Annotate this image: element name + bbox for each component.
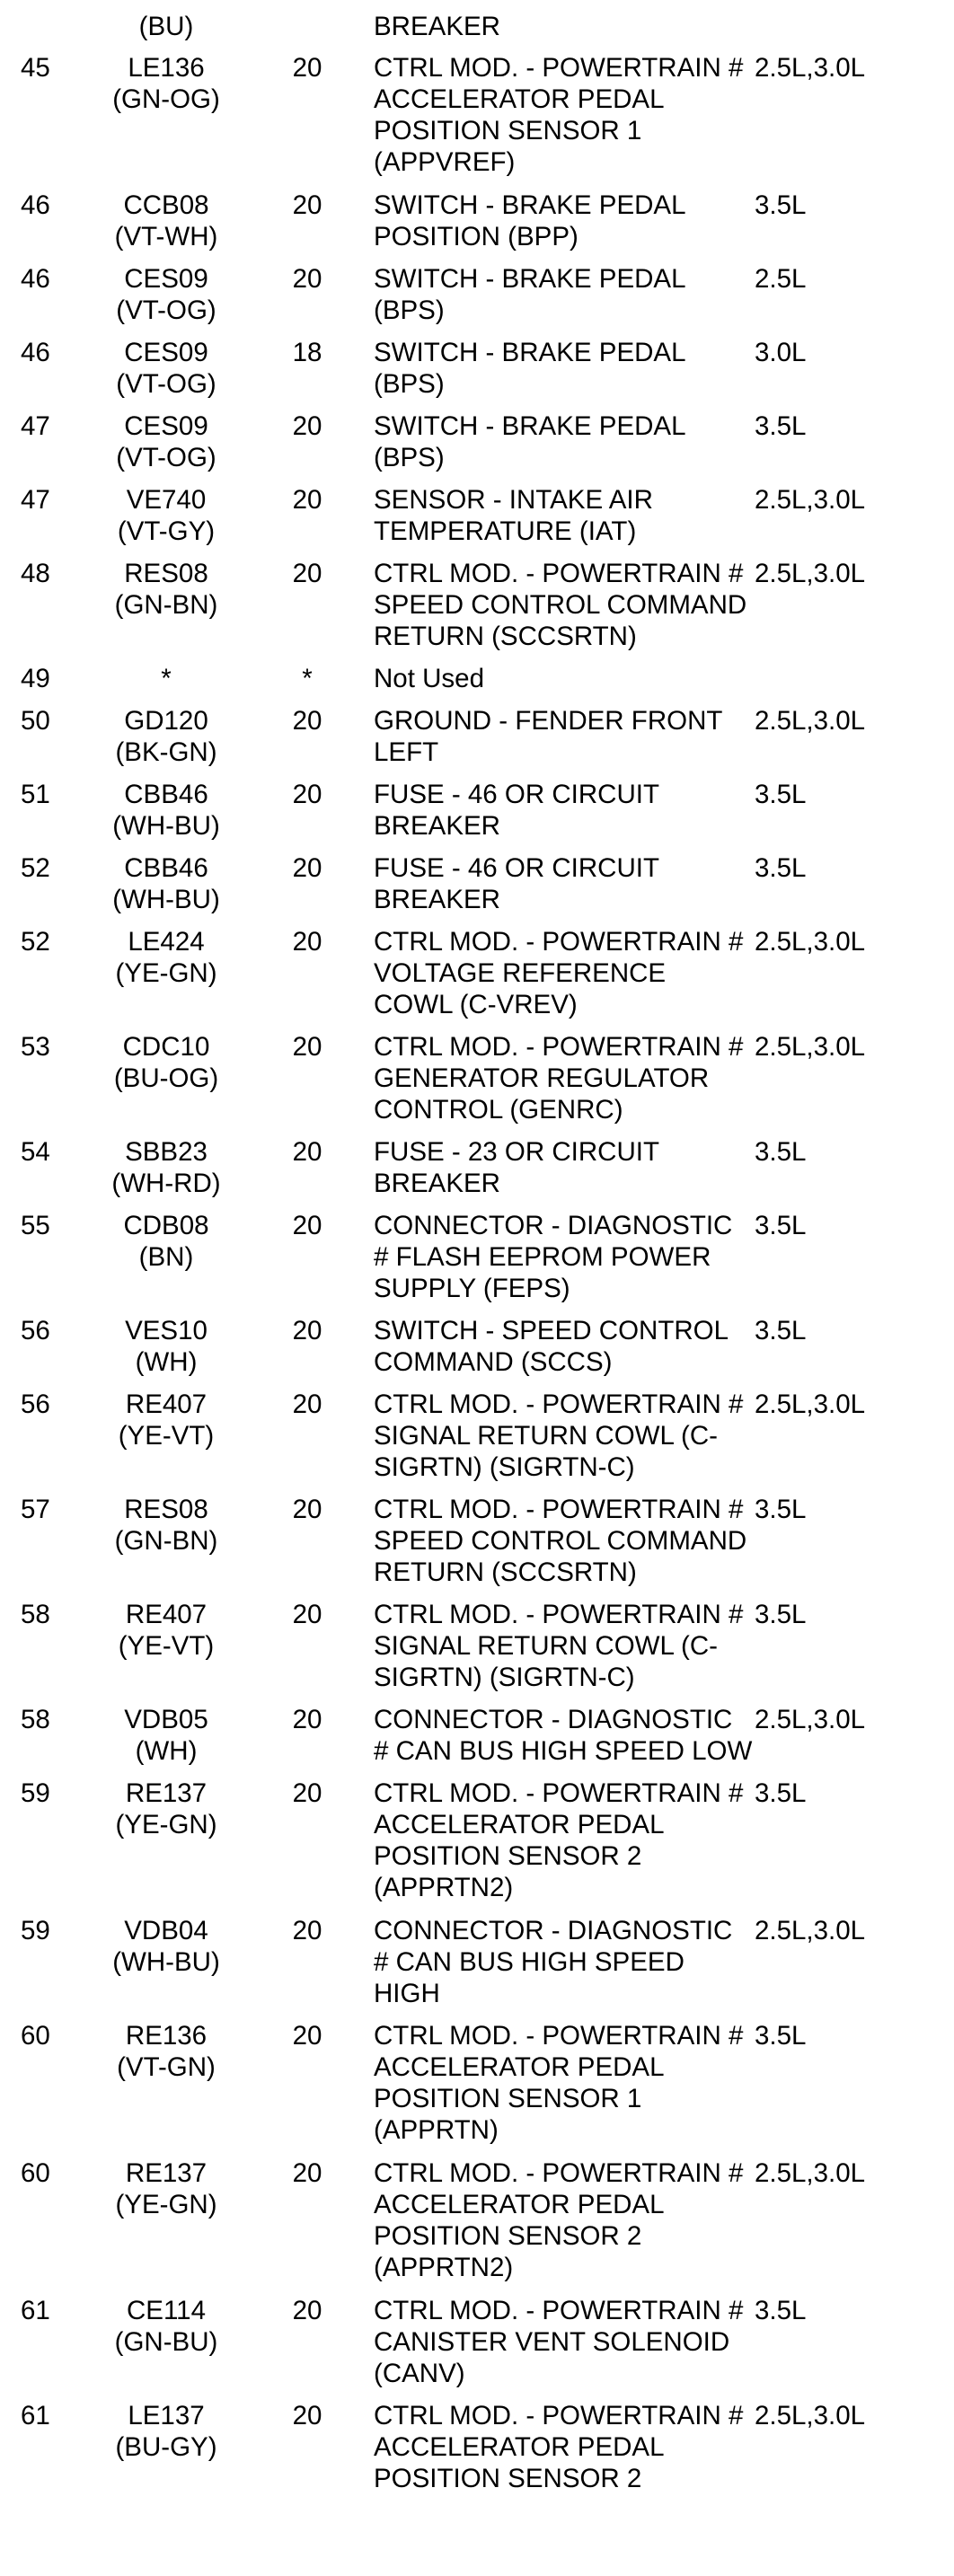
pin-number: 47 <box>21 411 50 441</box>
circuit-cell <box>54 558 278 621</box>
function-line: # CAN BUS HIGH SPEED LOW <box>374 1736 753 1766</box>
table-row <box>0 337 954 410</box>
circuit-id: CES09 <box>124 411 208 441</box>
function-line: CTRL MOD. - POWERTRAIN # <box>374 2021 744 2051</box>
pin-number: 46 <box>21 190 50 220</box>
engine-options: 2.5L,3.0L <box>755 53 866 83</box>
wire-color: (WH-BU) <box>112 885 220 914</box>
function-line: SWITCH - BRAKE PEDAL <box>374 338 686 367</box>
wire-color: (BU) <box>138 12 194 41</box>
engine-options: 2.5L,3.0L <box>755 1032 866 1062</box>
wire-gauge: 20 <box>292 1600 322 1629</box>
circuit-cell <box>54 190 278 252</box>
circuit-id: SBB23 <box>125 1137 208 1167</box>
function-line: BREAKER <box>374 885 500 914</box>
circuit-cell <box>54 1494 278 1557</box>
pin-number: 52 <box>21 927 50 957</box>
engine-options: 2.5L,3.0L <box>755 1389 866 1419</box>
circuit-function <box>336 190 753 252</box>
table-row <box>0 663 954 705</box>
function-line: CTRL MOD. - POWERTRAIN # <box>374 2401 744 2430</box>
circuit-id: CES09 <box>124 338 208 367</box>
engine-options: 2.5L,3.0L <box>755 706 866 736</box>
wire-gauge: 20 <box>292 1032 322 1062</box>
function-line: GENERATOR REGULATOR <box>374 1063 710 1093</box>
pin-number: 60 <box>21 2021 50 2051</box>
circuit-function <box>336 2400 753 2494</box>
function-line: ACCELERATOR PEDAL <box>374 2432 665 2462</box>
circuit-function <box>336 926 753 1020</box>
wire-gauge: 20 <box>292 2401 322 2430</box>
wire-gauge: 20 <box>292 1389 322 1419</box>
pin-number: 46 <box>21 264 50 294</box>
engine-options: 3.0L <box>755 338 807 367</box>
engine-options: 3.5L <box>755 1211 807 1240</box>
circuit-function <box>336 410 753 473</box>
function-line: POSITION SENSOR 2 <box>374 2221 642 2251</box>
function-line: POSITION SENSOR 1 <box>374 116 642 146</box>
pin-number: 55 <box>21 1211 50 1240</box>
function-line: FUSE - 23 OR CIRCUIT <box>374 1137 659 1167</box>
engine-options: 3.5L <box>755 190 807 220</box>
function-line: COWL (C-VREV) <box>374 990 578 1019</box>
circuit-id: CE114 <box>126 2296 206 2325</box>
circuit-cell <box>54 11 278 42</box>
function-line: CONNECTOR - DIAGNOSTIC <box>374 1211 733 1240</box>
function-line: CTRL MOD. - POWERTRAIN # <box>374 1032 744 1062</box>
table-row <box>0 1494 954 1599</box>
function-line: SIGNAL RETURN COWL (C- <box>374 1631 718 1661</box>
circuit-id: VDB05 <box>124 1705 208 1734</box>
circuit-function <box>336 52 753 178</box>
circuit-cell <box>54 2400 278 2463</box>
circuit-id: VES10 <box>125 1316 208 1345</box>
engine-options: 2.5L,3.0L <box>755 1705 866 1734</box>
circuit-id: CCB08 <box>123 190 209 220</box>
wire-gauge: 20 <box>292 927 322 957</box>
circuit-id: LE136 <box>128 53 205 83</box>
circuit-cell <box>54 1315 278 1378</box>
circuit-cell <box>54 1031 278 1094</box>
circuit-id: RES08 <box>124 559 208 588</box>
wire-gauge: 20 <box>292 1211 322 1240</box>
function-line: CTRL MOD. - POWERTRAIN # <box>374 1600 744 1629</box>
circuit-id: GD120 <box>124 706 208 736</box>
table-row <box>0 1031 954 1136</box>
pin-number: 45 <box>21 53 50 83</box>
function-line: CTRL MOD. - POWERTRAIN # <box>374 2296 744 2325</box>
function-line: CTRL MOD. - POWERTRAIN # <box>374 53 744 83</box>
function-line: (APPRTN) <box>374 2115 499 2145</box>
circuit-cell <box>54 1915 278 1978</box>
table-row <box>0 1389 954 1494</box>
wire-gauge: 20 <box>292 2158 322 2188</box>
circuit-id: CES09 <box>124 264 208 294</box>
pin-number: 46 <box>21 338 50 367</box>
table-row <box>0 2295 954 2400</box>
function-line: CTRL MOD. - POWERTRAIN # <box>374 1778 744 1808</box>
pin-number: 57 <box>21 1495 50 1524</box>
pin-number: 56 <box>21 1389 50 1419</box>
wire-color: (WH-BU) <box>112 811 220 841</box>
circuit-function <box>336 1136 753 1199</box>
function-line: SIGRTN) (SIGRTN-C) <box>374 1452 635 1482</box>
engine-options: 3.5L <box>755 1600 807 1629</box>
circuit-cell <box>54 1389 278 1451</box>
table-row <box>0 705 954 779</box>
function-line: VOLTAGE REFERENCE <box>374 958 667 988</box>
wire-color: (YE-VT) <box>118 1631 215 1661</box>
pin-number: 59 <box>21 1916 50 1945</box>
function-line: SWITCH - BRAKE PEDAL <box>374 190 686 220</box>
circuit-cell <box>54 337 278 400</box>
engine-options: 2.5L,3.0L <box>755 2158 866 2188</box>
function-line: SWITCH - SPEED CONTROL <box>374 1316 729 1345</box>
table-row <box>0 1599 954 1704</box>
circuit-cell <box>54 1599 278 1662</box>
wire-gauge: 20 <box>292 190 322 220</box>
pin-number: 59 <box>21 1778 50 1808</box>
pin-number: 50 <box>21 706 50 736</box>
wire-gauge: 20 <box>292 1316 322 1345</box>
circuit-function <box>336 263 753 326</box>
pin-number: 53 <box>21 1032 50 1062</box>
pin-number: 48 <box>21 559 50 588</box>
wire-color: (BN) <box>138 1242 194 1272</box>
function-line: CONNECTOR - DIAGNOSTIC <box>374 1916 733 1945</box>
engine-options: 3.5L <box>755 2021 807 2051</box>
function-line: (APPVREF) <box>374 147 516 177</box>
function-line: (APPRTN2) <box>374 1873 514 1902</box>
circuit-id: * <box>161 664 172 693</box>
function-line: (BPS) <box>374 369 445 399</box>
function-line: ACCELERATOR PEDAL <box>374 2190 665 2219</box>
function-line: # CAN BUS HIGH SPEED <box>374 1947 685 1977</box>
wire-color: (YE-GN) <box>115 958 217 988</box>
pin-number: 56 <box>21 1316 50 1345</box>
circuit-id: RE136 <box>125 2021 208 2051</box>
circuit-function <box>336 11 753 42</box>
circuit-function <box>336 558 753 652</box>
function-line: CONNECTOR - DIAGNOSTIC <box>374 1705 733 1734</box>
wire-gauge: 20 <box>292 1495 322 1524</box>
wire-gauge: 20 <box>292 264 322 294</box>
circuit-id: LE424 <box>128 927 205 957</box>
circuit-cell <box>54 2020 278 2083</box>
engine-options: 2.5L,3.0L <box>755 1916 866 1945</box>
function-line: CONTROL (GENRC) <box>374 1095 623 1125</box>
function-line: SENSOR - INTAKE AIR <box>374 485 653 515</box>
circuit-id: CBB46 <box>124 780 208 809</box>
engine-options: 3.5L <box>755 2296 807 2325</box>
circuit-cell <box>54 410 278 473</box>
pin-number: 52 <box>21 853 50 883</box>
table-row <box>0 52 954 190</box>
wire-color: (WH) <box>135 1736 198 1766</box>
function-line: SIGRTN) (SIGRTN-C) <box>374 1663 635 1692</box>
wire-color: (GN-BN) <box>114 1526 218 1556</box>
function-line: BREAKER <box>374 811 500 841</box>
pin-number: 54 <box>21 1137 50 1167</box>
function-line: HIGH <box>374 1979 440 2008</box>
circuit-function <box>336 1915 753 2009</box>
engine-options: 2.5L,3.0L <box>755 2401 866 2430</box>
circuit-function <box>336 1599 753 1693</box>
circuit-function <box>336 1389 753 1483</box>
wire-gauge: 18 <box>292 338 322 367</box>
engine-options: 3.5L <box>755 853 807 883</box>
wire-color: (GN-BN) <box>114 590 218 620</box>
pin-number: 51 <box>21 780 50 809</box>
pin-number: 61 <box>21 2296 50 2325</box>
circuit-cell <box>54 484 278 547</box>
table-row <box>0 2157 954 2295</box>
pin-number: 61 <box>21 2401 50 2430</box>
circuit-function <box>336 705 753 768</box>
wire-gauge: 20 <box>292 1778 322 1808</box>
function-line: Not Used <box>374 664 484 693</box>
function-line: (BPS) <box>374 443 445 472</box>
wire-color: (VT-OG) <box>116 443 216 472</box>
function-line: SIGNAL RETURN COWL (C- <box>374 1421 718 1451</box>
circuit-cell <box>54 1210 278 1273</box>
function-line: ACCELERATOR PEDAL <box>374 2052 665 2082</box>
wire-gauge: 20 <box>292 780 322 809</box>
pin-number: 47 <box>21 485 50 515</box>
function-line: POSITION SENSOR 1 <box>374 2084 642 2113</box>
wire-color: (BU-OG) <box>113 1063 219 1093</box>
circuit-cell <box>54 2295 278 2358</box>
function-line: COMMAND (SCCS) <box>374 1347 613 1377</box>
wire-gauge: 20 <box>292 53 322 83</box>
circuit-id: CBB46 <box>124 853 208 883</box>
circuit-function <box>336 1704 753 1767</box>
wire-color: (VT-GN) <box>117 2052 216 2082</box>
wire-color: (GN-OG) <box>112 84 220 114</box>
table-row <box>0 852 954 926</box>
circuit-function <box>336 1494 753 1588</box>
wire-color: (WH) <box>135 1347 198 1377</box>
wire-gauge: 20 <box>292 1705 322 1734</box>
function-line: TEMPERATURE (IAT) <box>374 516 637 546</box>
wire-gauge: 20 <box>292 2021 322 2051</box>
circuit-function <box>336 2020 753 2146</box>
circuit-cell <box>54 1778 278 1840</box>
wire-color: (YE-GN) <box>115 2190 217 2219</box>
function-line: FUSE - 46 OR CIRCUIT <box>374 780 659 809</box>
function-line: SWITCH - BRAKE PEDAL <box>374 411 686 441</box>
function-line: ACCELERATOR PEDAL <box>374 1810 665 1839</box>
function-line: BREAKER <box>374 12 500 41</box>
wire-gauge: * <box>302 664 313 693</box>
circuit-function <box>336 1778 753 1903</box>
function-line: ACCELERATOR PEDAL <box>374 84 665 114</box>
function-line: POSITION (BPP) <box>374 222 579 251</box>
circuit-cell <box>54 779 278 842</box>
table-row <box>0 190 954 263</box>
wire-color: (GN-BU) <box>114 2327 218 2357</box>
circuit-cell <box>54 2157 278 2220</box>
table-row <box>0 779 954 852</box>
wire-gauge: 20 <box>292 1916 322 1945</box>
engine-options: 3.5L <box>755 1137 807 1167</box>
wire-color: (WH-RD) <box>111 1169 221 1198</box>
pin-number: 58 <box>21 1600 50 1629</box>
circuit-function <box>336 2157 753 2283</box>
wire-gauge: 20 <box>292 1137 322 1167</box>
function-line: POSITION SENSOR 2 <box>374 2464 642 2493</box>
engine-options: 2.5L,3.0L <box>755 927 866 957</box>
wire-color: (YE-GN) <box>115 1810 217 1839</box>
wire-color: (YE-VT) <box>118 1421 215 1451</box>
circuit-function <box>336 1315 753 1378</box>
wire-color: (WH-BU) <box>112 1947 220 1977</box>
pin-number: 60 <box>21 2158 50 2188</box>
wire-color: (VT-GY) <box>117 516 216 546</box>
circuit-id: RE137 <box>125 2158 208 2188</box>
wire-color: (VT-WH) <box>114 222 218 251</box>
table-row <box>0 410 954 484</box>
function-line: CTRL MOD. - POWERTRAIN # <box>374 1389 744 1419</box>
function-line: RETURN (SCCSRTN) <box>374 622 637 651</box>
circuit-cell <box>54 705 278 768</box>
function-line: CANISTER VENT SOLENOID <box>374 2327 730 2357</box>
circuit-id: RE137 <box>125 1778 208 1808</box>
wire-gauge: 20 <box>292 485 322 515</box>
circuit-function <box>336 779 753 842</box>
wire-color: (BU-GY) <box>115 2432 217 2462</box>
function-line: RETURN (SCCSRTN) <box>374 1557 637 1587</box>
wire-gauge: 20 <box>292 559 322 588</box>
table-row <box>0 1778 954 1915</box>
wire-color: (VT-OG) <box>116 296 216 325</box>
table-row <box>0 1210 954 1315</box>
circuit-cell <box>54 1136 278 1199</box>
function-line: # FLASH EEPROM POWER <box>374 1242 711 1272</box>
circuit-cell <box>54 52 278 115</box>
table-row <box>0 2400 954 2505</box>
engine-options: 3.5L <box>755 411 807 441</box>
table-row <box>0 484 954 558</box>
circuit-id: RE407 <box>125 1600 208 1629</box>
pin-number: 58 <box>21 1705 50 1734</box>
engine-options: 2.5L,3.0L <box>755 559 866 588</box>
circuit-function <box>336 1031 753 1125</box>
table-row <box>0 11 954 52</box>
circuit-id: VDB04 <box>124 1916 208 1945</box>
pinout-table <box>0 11 954 2505</box>
table-row <box>0 1315 954 1389</box>
circuit-id: CDC10 <box>122 1032 210 1062</box>
circuit-function <box>336 852 753 915</box>
function-line: POSITION SENSOR 2 <box>374 1841 642 1871</box>
wire-gauge: 20 <box>292 853 322 883</box>
circuit-function <box>336 2295 753 2389</box>
function-line: CTRL MOD. - POWERTRAIN # <box>374 2158 744 2188</box>
function-line: (CANV) <box>374 2359 465 2388</box>
pin-number: 49 <box>21 664 50 693</box>
circuit-function <box>336 337 753 400</box>
function-line: SWITCH - BRAKE PEDAL <box>374 264 686 294</box>
wire-gauge: 20 <box>292 411 322 441</box>
table-row <box>0 1136 954 1210</box>
function-line: FUSE - 46 OR CIRCUIT <box>374 853 659 883</box>
function-line: CTRL MOD. - POWERTRAIN # <box>374 927 744 957</box>
function-line: CTRL MOD. - POWERTRAIN # <box>374 559 744 588</box>
circuit-cell <box>54 663 278 694</box>
circuit-id: LE137 <box>128 2401 205 2430</box>
circuit-function <box>336 484 753 547</box>
circuit-id: RES08 <box>124 1495 208 1524</box>
circuit-cell <box>54 852 278 915</box>
function-line: SPEED CONTROL COMMAND <box>374 590 747 620</box>
engine-options: 2.5L <box>755 264 807 294</box>
circuit-id: RE407 <box>125 1389 208 1419</box>
function-line: CTRL MOD. - POWERTRAIN # <box>374 1495 744 1524</box>
engine-options: 3.5L <box>755 1778 807 1808</box>
circuit-function <box>336 663 753 694</box>
engine-options: 3.5L <box>755 1316 807 1345</box>
table-row <box>0 558 954 663</box>
function-line: SUPPLY (FEPS) <box>374 1274 570 1303</box>
table-row <box>0 926 954 1031</box>
circuit-cell <box>54 926 278 989</box>
wire-gauge: 20 <box>292 706 322 736</box>
engine-options: 3.5L <box>755 780 807 809</box>
circuit-id: CDB08 <box>123 1211 209 1240</box>
function-line: (APPRTN2) <box>374 2253 514 2282</box>
circuit-id: VE740 <box>126 485 207 515</box>
table-row <box>0 2020 954 2157</box>
function-line: (BPS) <box>374 296 445 325</box>
function-line: SPEED CONTROL COMMAND <box>374 1526 747 1556</box>
function-line: BREAKER <box>374 1169 500 1198</box>
table-row <box>0 1704 954 1778</box>
table-row <box>0 263 954 337</box>
function-line: LEFT <box>374 737 439 767</box>
function-line: GROUND - FENDER FRONT <box>374 706 723 736</box>
circuit-cell <box>54 1704 278 1767</box>
circuit-function <box>336 1210 753 1304</box>
wire-color: (VT-OG) <box>116 369 216 399</box>
engine-options: 2.5L,3.0L <box>755 485 866 515</box>
table-row <box>0 1915 954 2020</box>
wire-color: (BK-GN) <box>115 737 217 767</box>
circuit-cell <box>54 263 278 326</box>
engine-options: 3.5L <box>755 1495 807 1524</box>
wire-gauge: 20 <box>292 2296 322 2325</box>
